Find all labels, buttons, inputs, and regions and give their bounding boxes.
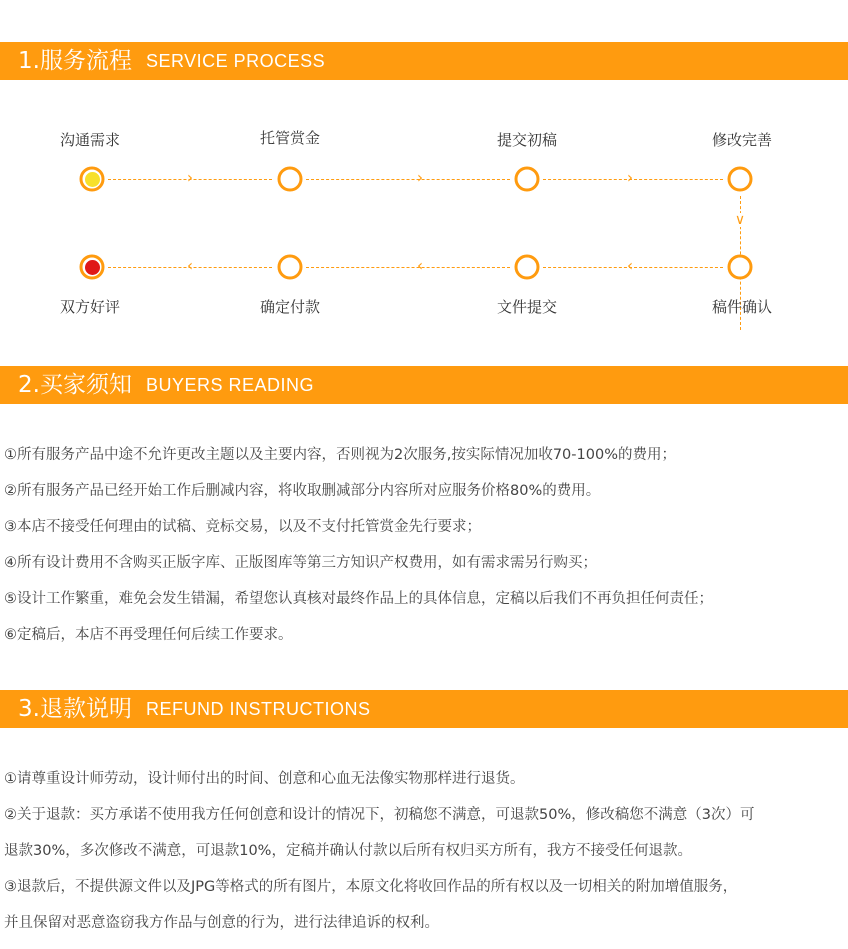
arrow-right-icon: ›: [417, 168, 423, 187]
notice-item: ③本店不接受任何理由的试稿、竞标交易，以及不支付托管赏金先行要求；: [4, 519, 481, 535]
section-header-buyers-reading: [0, 366, 848, 404]
arrow-left-icon: ‹: [417, 256, 423, 275]
step-label: 修改完善: [711, 131, 773, 149]
step-label: 托管赏金: [259, 129, 321, 147]
section-subtitle: REFUND INSTRUCTIONS: [145, 699, 371, 719]
step-node: [728, 167, 753, 192]
refund-item: [4, 869, 844, 941]
step-label: 文件提交: [496, 298, 558, 316]
section-subtitle: BUYERS READING: [145, 375, 314, 395]
section-header-service-process: [0, 42, 848, 80]
refund-item-line: ③退款后，不提供源文件以及JPG等格式的所有图片，本原文化将收回作品的所有权以及一切相关的附加增值服务，: [4, 879, 738, 895]
arrow-left-icon: ‹: [187, 256, 193, 275]
start-dot: [85, 172, 100, 187]
notice-item: ⑥定稿后，本店不再受理任何后续工作要求。: [4, 627, 293, 643]
refund-item: [4, 797, 844, 869]
step-node-start: [80, 167, 105, 192]
arrow-right-icon: ›: [187, 168, 193, 187]
arrow-down-icon: ∨: [734, 212, 746, 228]
step-node: [278, 255, 303, 280]
section-header-refund-instructions: [0, 690, 848, 728]
section-title: 1.服务流程: [18, 48, 132, 74]
step-label: 双方好评: [59, 298, 121, 316]
end-dot: [85, 260, 100, 275]
process-flow: [0, 80, 848, 360]
step-label: 沟通需求: [59, 131, 121, 149]
step-label: 稿件确认: [711, 298, 773, 316]
section-title: 2.买家须知: [18, 372, 132, 398]
arrow-left-icon: ‹: [627, 256, 633, 275]
notice-item: ⑤设计工作繁重，难免会发生错漏，希望您认真核对最终作品上的具体信息，定稿以后我们不再负担任何责任；: [4, 591, 713, 607]
notice-item: ①所有服务产品中途不允许更改主题以及主要内容，否则视为2次服务,按实际情况加收70-100%的费用；: [4, 447, 676, 463]
step-label: 提交初稿: [496, 131, 558, 149]
refund-item: ①请尊重设计师劳动，设计师付出的时间、创意和心血无法像实物那样进行退货。: [4, 771, 525, 787]
refund-item-line: ②关于退款：买方承诺不使用我方任何创意和设计的情况下，初稿您不满意，可退款50%，修改稿您不满意（3次）可: [4, 807, 755, 823]
step-label: 确定付款: [259, 298, 321, 316]
connector-line: [306, 179, 510, 180]
notice-item: ②所有服务产品已经开始工作后删减内容，将收取删减部分内容所对应服务价格80%的费用。: [4, 483, 601, 499]
connector-line: [543, 179, 723, 180]
notice-item: ④所有设计费用不含购买正版字库、正版图库等第三方知识产权费用，如有需求需另行购买；: [4, 555, 597, 571]
step-node: [728, 255, 753, 280]
arrow-right-icon: ›: [627, 168, 633, 187]
section-subtitle: SERVICE PROCESS: [145, 51, 326, 71]
step-node: [515, 167, 540, 192]
refund-item-line: 并且保留对恶意盗窃我方作品与创意的行为，进行法律追诉的权利。: [4, 915, 439, 931]
step-node: [278, 167, 303, 192]
connector-line: [543, 267, 723, 268]
step-node: [515, 255, 540, 280]
connector-line: [306, 267, 510, 268]
section-title: 3.退款说明: [18, 696, 132, 722]
refund-item-line: 退款30%，多次修改不满意，可退款10%，定稿并确认付款以后所有权归买方所有，我方不接受任何退款。: [4, 843, 692, 859]
step-node-end: [80, 255, 105, 280]
